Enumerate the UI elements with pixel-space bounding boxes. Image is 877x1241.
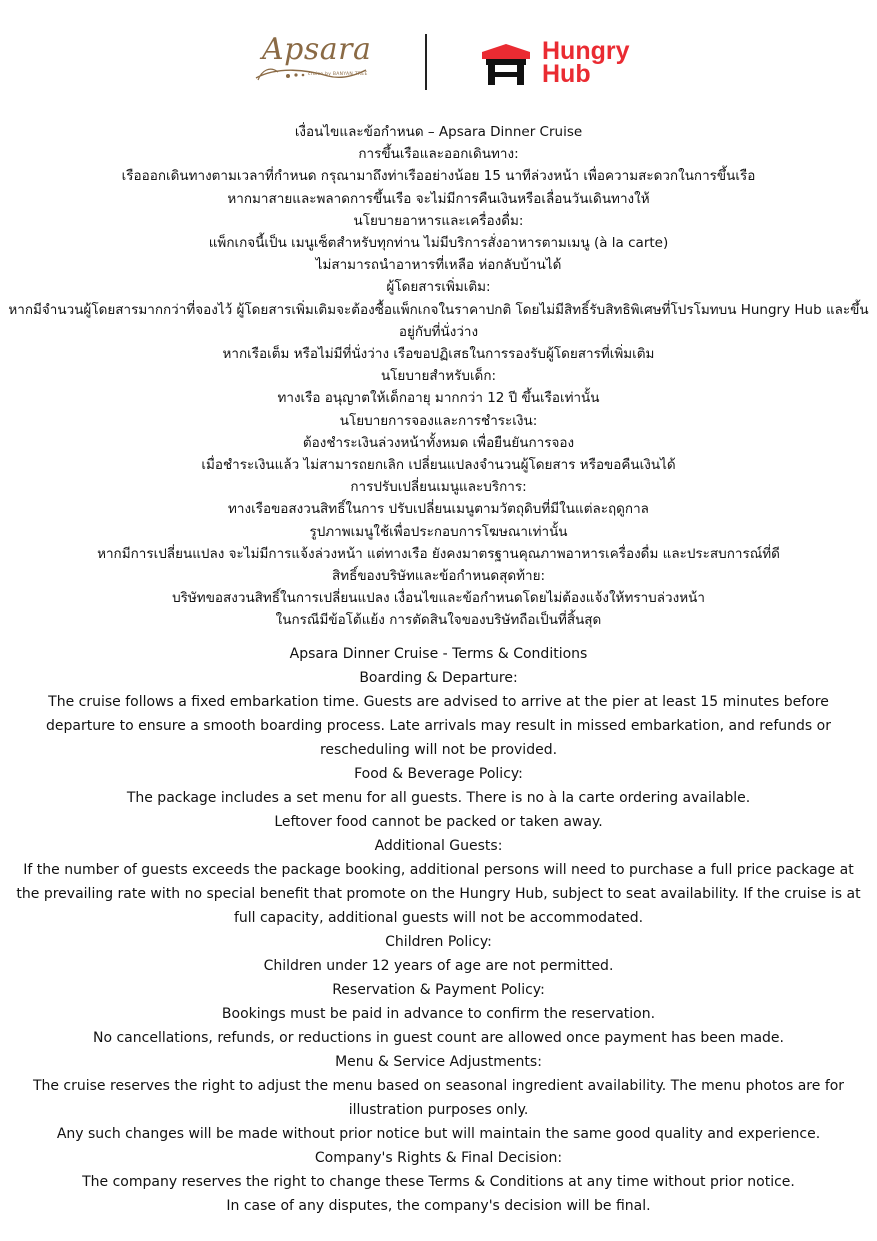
logo-divider xyxy=(425,34,427,90)
thai-guests-heading: ผู้โดยสารเพิ่มเติม: xyxy=(386,279,491,296)
terms-content xyxy=(0,121,877,1218)
thai-children-heading: นโยบายสำหรับเด็ก: xyxy=(380,368,497,385)
thai-food-line: แพ็กเกจนี้เป็น เมนูเซ็ตสำหรับทุกท่าน ไม่มีบริการสั่งอาหารตามเมนู (à la carte) xyxy=(208,235,669,252)
english-children-heading: Children Policy: xyxy=(385,933,492,950)
section-spacer xyxy=(8,632,869,642)
thai-payment-line: เมื่อชำระเงินแล้ว ไม่สามารถยกเลิก เปลี่ยนแปลงจำนวนผู้โดยสาร หรือขอคืนเงินได้ xyxy=(201,457,676,474)
english-rights-line: In case of any disputes, the company's decision will be final. xyxy=(226,1197,651,1214)
thai-boarding-heading: การขึ้นเรือและออกเดินทาง: xyxy=(358,146,519,163)
header xyxy=(0,0,877,115)
english-menu-heading: Menu & Service Adjustments: xyxy=(335,1053,542,1070)
english-payment-heading: Reservation & Payment Policy: xyxy=(332,981,545,998)
english-boarding-heading: Boarding & Departure: xyxy=(359,669,518,686)
thai-menu-heading: การปรับเปลี่ยนเมนูและบริการ: xyxy=(350,479,527,496)
thai-payment-heading: นโยบายการจองและการชำระเงิน: xyxy=(339,412,538,429)
english-payment-line: No cancellations, refunds, or reductions in guest count are allowed once payment has been made. xyxy=(93,1029,784,1046)
thai-boarding-line: เรือออกเดินทางตามเวลาที่กำหนด กรุณามาถึงท่าเรืออย่างน้อย 15 นาทีล่วงหน้า เพื่อความสะดวกในการขึ้นเรือ xyxy=(121,168,756,185)
english-boarding-text: The cruise follows a fixed embarkation time. Guests are advised to arrive at the pier at least 15 minutes before departure to ensure a smooth boarding process. Late arrivals may result in missed embarkation, and refunds or rescheduling will not be provided. xyxy=(46,693,831,758)
hungry-hub-line1: Hungry xyxy=(542,37,630,65)
hungry-hub-logo xyxy=(478,37,658,90)
apsara-wordmark: Apsara xyxy=(262,32,372,67)
thai-menu-line: รูปภาพเมนูใช้เพื่อประกอบการโฆษณาเท่านั้น xyxy=(309,523,568,540)
hungry-hub-line2: Hub xyxy=(542,60,591,88)
table-icon xyxy=(478,42,534,88)
thai-menu-line: หากมีการเปลี่ยนแปลง จะไม่มีการแจ้งล่วงหน้า แต่ทางเรือ ยังคงมาตรฐานคุณภาพอาหารเครื่องดื่ม และประสบการณ์ที่ดี xyxy=(97,545,780,562)
thai-food-line: ไม่สามารถนำอาหารที่เหลือ ห่อกลับบ้านได้ xyxy=(315,257,562,274)
english-title: Apsara Dinner Cruise - Terms & Conditions xyxy=(289,645,588,662)
english-terms xyxy=(8,642,869,1218)
thai-food-heading: นโยบายอาหารและเครื่องดื่ม: xyxy=(353,212,524,229)
hungry-hub-wordmark xyxy=(542,37,630,88)
apsara-tagline: cruise by BANYAN TREE xyxy=(308,72,368,77)
thai-menu-line: ทางเรือขอสงวนสิทธิ์ในการ ปรับเปลี่ยนเมนูตามวัตถุดิบที่มีในแต่ละฤดูกาล xyxy=(228,501,649,518)
thai-boarding-line: หากมาสายและพลาดการขึ้นเรือ จะไม่มีการคืนเงินหรือเลื่อนวันเดินทางให้ xyxy=(227,190,650,207)
thai-payment-line: ต้องชำระเงินล่วงหน้าทั้งหมด เพื่อยืนยันการจอง xyxy=(302,434,575,451)
english-payment-line: Bookings must be paid in advance to confirm the reservation. xyxy=(221,1005,656,1022)
thai-guests-line: หากเรือเต็ม หรือไม่มีที่นั่งว่าง เรือขอปฏิเสธในการรองรับผู้โดยสารที่เพิ่มเติม xyxy=(222,346,655,363)
english-guests-heading: Additional Guests: xyxy=(374,837,503,854)
english-food-line: Leftover food cannot be packed or taken away. xyxy=(274,813,603,830)
english-menu-line: Any such changes will be made without prior notice but will maintain the same good quality and experience. xyxy=(56,1125,821,1142)
english-children-line: Children under 12 years of age are not permitted. xyxy=(263,957,614,974)
thai-children-line: ทางเรือ อนุญาตให้เด็กอายุ มากกว่า 12 ปี ขึ้นเรือเท่านั้น xyxy=(277,390,600,407)
english-food-line: The package includes a set menu for all guests. There is no à la carte ordering available. xyxy=(126,789,751,806)
thai-rights-line: บริษัทขอสงวนสิทธิ์ในการเปลี่ยนแปลง เงื่อนไขและข้อกำหนดโดยไม่ต้องแจ้งให้ทราบล่วงหน้า xyxy=(172,590,705,607)
thai-rights-heading: สิทธิ์ของบริษัทและข้อกำหนดสุดท้าย: xyxy=(331,568,546,585)
english-menu-text: The cruise reserves the right to adjust the menu based on seasonal ingredient availability. The menu photos are for illustration purposes only. xyxy=(32,1077,845,1118)
english-rights-heading: Company's Rights & Final Decision: xyxy=(314,1149,563,1166)
english-rights-line: The company reserves the right to change these Terms & Conditions at any time without prior notice. xyxy=(82,1173,795,1190)
thai-title: เงื่อนไขและข้อกำหนด – Apsara Dinner Cruise xyxy=(294,124,583,140)
thai-rights-line: ในกรณีมีข้อโต้แย้ง การตัดสินใจของบริษัทถือเป็นที่สิ้นสุด xyxy=(275,612,602,629)
english-food-heading: Food & Beverage Policy: xyxy=(354,765,523,782)
apsara-logo xyxy=(248,30,388,90)
english-guests-text: If the number of guests exceeds the package booking, additional persons will need to purchase a full price package at the prevailing rate with no special benefit that promote on the Hungry Hub, subject to seat availability. If the cruise is at full capacity, additional guests will not be accommodated. xyxy=(16,861,861,926)
thai-terms xyxy=(8,121,869,632)
thai-guests-line: หากมีจำนวนผู้โดยสารมากกว่าที่จองไว้ ผู้โดยสารเพิ่มเติมจะต้องซื้อแพ็กเกจในราคาปกติ โดยไม่มีสิทธิ์รับสิทธิพิเศษที่โปรโมทบน Hungry Hub และขึ้นอยู่กับที่นั่งว่าง xyxy=(8,301,869,340)
